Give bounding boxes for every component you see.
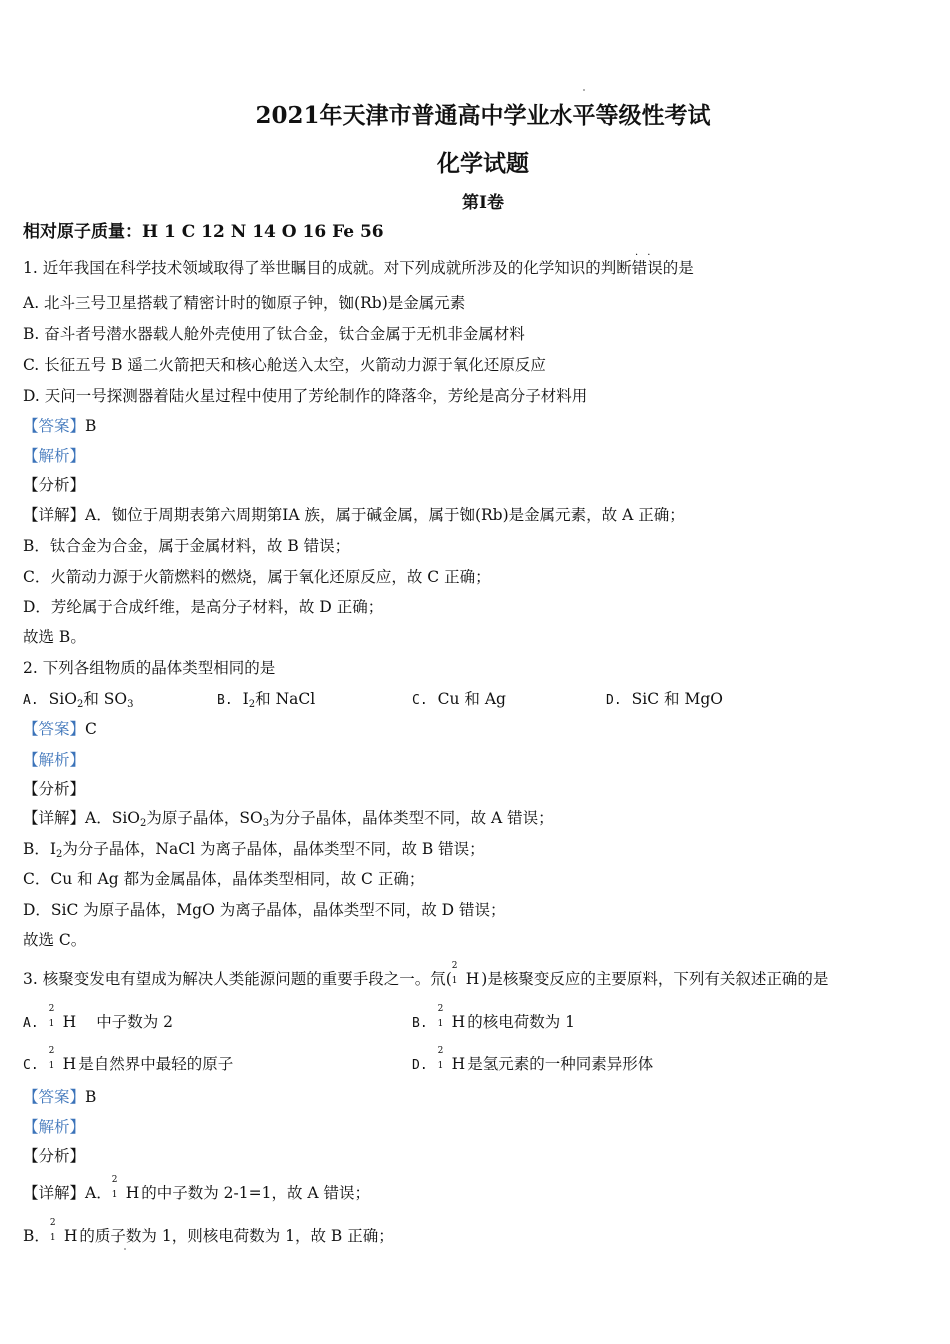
q2-a-text2: 和 SO bbox=[83, 690, 128, 708]
q1-detail-a-text: A．铷位于周期表第六周期第ⅠA 族，属于碱金属，属于铷(Rb)是金属元素，故 A 正确； bbox=[85, 506, 685, 524]
q1-detail-b: B．钛合金为合金，属于金属材料，故 B 错误； bbox=[23, 537, 351, 555]
q2-detail-c: C．Cu 和 Ag 都为金属晶体，晶体类型相同，故 C 正确； bbox=[23, 870, 425, 888]
element-symbol: H bbox=[451, 1055, 466, 1073]
volume-title: 第Ⅰ卷 bbox=[462, 193, 504, 213]
subscript: 2 bbox=[56, 849, 63, 860]
q1-stem-emph-text: 错误 bbox=[631, 259, 663, 277]
q2-b-text1: I bbox=[242, 690, 249, 708]
atomic-masses: 相对原子质量：H 1 C 12 N 14 O 16 Fe 56 bbox=[23, 222, 384, 242]
option-letter: B. bbox=[217, 693, 233, 708]
q1-detail-d: D．芳纶属于合成纤维，是高分子材料，故 D 正确； bbox=[23, 598, 384, 616]
deuterium-nuclide bbox=[48, 1046, 63, 1072]
q1-answer-value: B bbox=[85, 417, 97, 435]
q1-stem bbox=[23, 250, 694, 278]
q2-option-c bbox=[412, 689, 506, 711]
q2-d-text: SiC 和 MgO bbox=[631, 690, 723, 708]
deuterium-nuclide bbox=[49, 1218, 64, 1244]
q2-a-text1: SiO bbox=[48, 690, 77, 708]
mass-number: 2 bbox=[111, 1175, 118, 1185]
element-symbol: H bbox=[62, 1055, 77, 1073]
q2-stem: 2. 下列各组物质的晶体类型相同的是 bbox=[23, 659, 276, 677]
q3-option-c bbox=[23, 1046, 234, 1076]
scan-speck bbox=[124, 1248, 126, 1250]
q3-detail-b-post: 的质子数为 1，则核电荷数为 1，故 B 正确； bbox=[79, 1227, 394, 1245]
mass-number: 2 bbox=[451, 961, 458, 971]
q1-stem-post: 的是 bbox=[662, 259, 694, 277]
exam-title: 2021年天津市普通高中学业水平等级性考试 bbox=[255, 102, 711, 129]
deuterium-nuclide bbox=[437, 1004, 452, 1030]
atomic-number: 1 bbox=[49, 1233, 56, 1243]
q1-detail-a bbox=[23, 505, 685, 525]
atomic-number: 1 bbox=[451, 976, 458, 986]
q2-c-text: Cu 和 Ag bbox=[437, 690, 506, 708]
q3-answer-value: B bbox=[85, 1088, 97, 1106]
q2-option-a bbox=[23, 689, 133, 715]
q2-conclusion: 故选 C。 bbox=[23, 931, 87, 949]
q3-stem-pre: 3. 核聚变发电有望成为解决人类能源问题的重要手段之一。氘( bbox=[23, 970, 452, 988]
q3-detail-a-pre: A． bbox=[85, 1184, 112, 1202]
q2-b-text2: 和 NaCl bbox=[255, 690, 316, 708]
element-symbol: H bbox=[63, 1227, 78, 1245]
q2-analysis-label: 【解析】 bbox=[23, 751, 86, 769]
deuterium-nuclide bbox=[437, 1046, 452, 1072]
atomic-number: 1 bbox=[48, 1019, 55, 1029]
q1-option-d: D. 天问一号探测器着陆火星过程中使用了芳纶制作的降落伞，芳纶是高分子材料用 bbox=[23, 387, 588, 405]
option-letter: A. bbox=[23, 693, 39, 708]
q3-option-b bbox=[412, 1004, 575, 1034]
deuterium-nuclide bbox=[451, 961, 466, 987]
q2-detail-a-3: 为分子晶体，晶体类型不同，故 A 错误； bbox=[269, 809, 554, 827]
subscript: 2 bbox=[76, 699, 84, 710]
q1-detail-c: C．火箭动力源于火箭燃料的燃烧，属于氧化还原反应，故 C 正确； bbox=[23, 568, 491, 586]
q3-b-text: 的核电荷数为 1 bbox=[467, 1013, 575, 1031]
mass-number: 2 bbox=[48, 1004, 55, 1014]
subject-title: 化学试题 bbox=[437, 150, 529, 177]
option-letter: C. bbox=[23, 1058, 39, 1073]
mass-number: 2 bbox=[49, 1218, 56, 1228]
option-letter: C. bbox=[412, 693, 428, 708]
q1-answer bbox=[23, 416, 96, 436]
subscript: 3 bbox=[262, 818, 270, 829]
answer-label: 【答案】 bbox=[23, 417, 86, 435]
q2-answer-value: C bbox=[85, 720, 97, 738]
option-letter: B. bbox=[412, 1016, 428, 1031]
q3-c-text: 是自然界中最轻的原子 bbox=[78, 1055, 234, 1073]
q3-detail-a bbox=[23, 1175, 371, 1203]
q2-option-d bbox=[606, 689, 723, 711]
element-symbol: H bbox=[62, 1013, 77, 1031]
q1-option-c: C. 长征五号 B 遥二火箭把天和核心舱送入太空，火箭动力源于氧化还原反应 bbox=[23, 356, 546, 374]
subscript: 2 bbox=[140, 818, 147, 829]
q3-a-text: 中子数为 2 bbox=[96, 1013, 173, 1031]
q2-detail-a-1: A．SiO bbox=[85, 809, 140, 827]
subscript: 2 bbox=[248, 699, 256, 710]
atomic-number: 1 bbox=[111, 1190, 118, 1200]
q2-answer bbox=[23, 719, 97, 739]
q1-fenxi-label: 【分析】 bbox=[23, 476, 86, 494]
q3-stem bbox=[23, 961, 829, 989]
detail-label: 【详解】 bbox=[23, 809, 86, 827]
detail-label: 【详解】 bbox=[23, 1184, 86, 1202]
q3-fenxi-label: 【分析】 bbox=[23, 1147, 86, 1165]
option-letter: A. bbox=[23, 1016, 39, 1031]
scan-speck bbox=[583, 89, 585, 91]
deuterium-nuclide bbox=[48, 1004, 63, 1030]
q3-detail-b bbox=[23, 1218, 394, 1246]
q2-detail-a-2: 为原子晶体，SO bbox=[146, 809, 263, 827]
q3-analysis-label: 【解析】 bbox=[23, 1118, 86, 1136]
subscript: 3 bbox=[127, 699, 134, 710]
element-symbol: H bbox=[451, 1013, 466, 1031]
mass-number: 2 bbox=[437, 1004, 444, 1014]
q3-d-text: 是氢元素的一种同素异形体 bbox=[467, 1055, 654, 1073]
element-symbol: H bbox=[125, 1184, 140, 1202]
deuterium-nuclide bbox=[111, 1175, 126, 1201]
q2-option-b bbox=[217, 689, 315, 715]
q3-stem-post: )是核聚变反应的主要原料，下列有关叙述正确的是 bbox=[481, 970, 829, 988]
q3-detail-a-post: 的中子数为 2-1=1，故 A 错误； bbox=[141, 1184, 371, 1202]
q2-detail-b-2: 为分子晶体，NaCl 为离子晶体，晶体类型不同，故 B 错误； bbox=[62, 840, 485, 858]
q3-option-a bbox=[23, 1004, 173, 1034]
atomic-number: 1 bbox=[437, 1019, 444, 1029]
option-letter: D. bbox=[412, 1058, 428, 1073]
q1-option-b: B. 奋斗者号潜水器载人舱外壳使用了钛合金，钛合金属于无机非金属材料 bbox=[23, 325, 525, 343]
atomic-number: 1 bbox=[48, 1061, 55, 1071]
q1-conclusion: 故选 B。 bbox=[23, 628, 86, 646]
q1-option-a: A. 北斗三号卫星搭载了精密计时的铷原子钟，铷(Rb)是金属元素 bbox=[23, 294, 466, 312]
atomic-number: 1 bbox=[437, 1061, 444, 1071]
q3-answer bbox=[23, 1087, 96, 1107]
answer-label: 【答案】 bbox=[23, 720, 86, 738]
detail-label: 【详解】 bbox=[23, 506, 86, 524]
q2-fenxi-label: 【分析】 bbox=[23, 780, 86, 798]
q2-detail-a bbox=[23, 808, 554, 834]
q1-stem-pre: 1. 近年我国在科学技术领域取得了举世瞩目的成就。对下列成就所涉及的化学知识的判断 bbox=[23, 259, 632, 277]
emphasis-dots: ·· bbox=[635, 250, 660, 261]
q1-stem-emphasis bbox=[631, 250, 663, 277]
element-symbol: H bbox=[465, 970, 480, 988]
q3-option-d bbox=[412, 1046, 654, 1076]
q1-analysis-label: 【解析】 bbox=[23, 447, 86, 465]
q2-detail-b bbox=[23, 839, 485, 865]
mass-number: 2 bbox=[48, 1046, 55, 1056]
answer-label: 【答案】 bbox=[23, 1088, 86, 1106]
q2-detail-b-1: B．I bbox=[23, 840, 57, 858]
q3-detail-b-pre: B． bbox=[23, 1227, 50, 1245]
option-letter: D. bbox=[606, 693, 622, 708]
q2-detail-d: D．SiC 为原子晶体，MgO 为离子晶体，晶体类型不同，故 D 错误； bbox=[23, 901, 506, 919]
mass-number: 2 bbox=[437, 1046, 444, 1056]
